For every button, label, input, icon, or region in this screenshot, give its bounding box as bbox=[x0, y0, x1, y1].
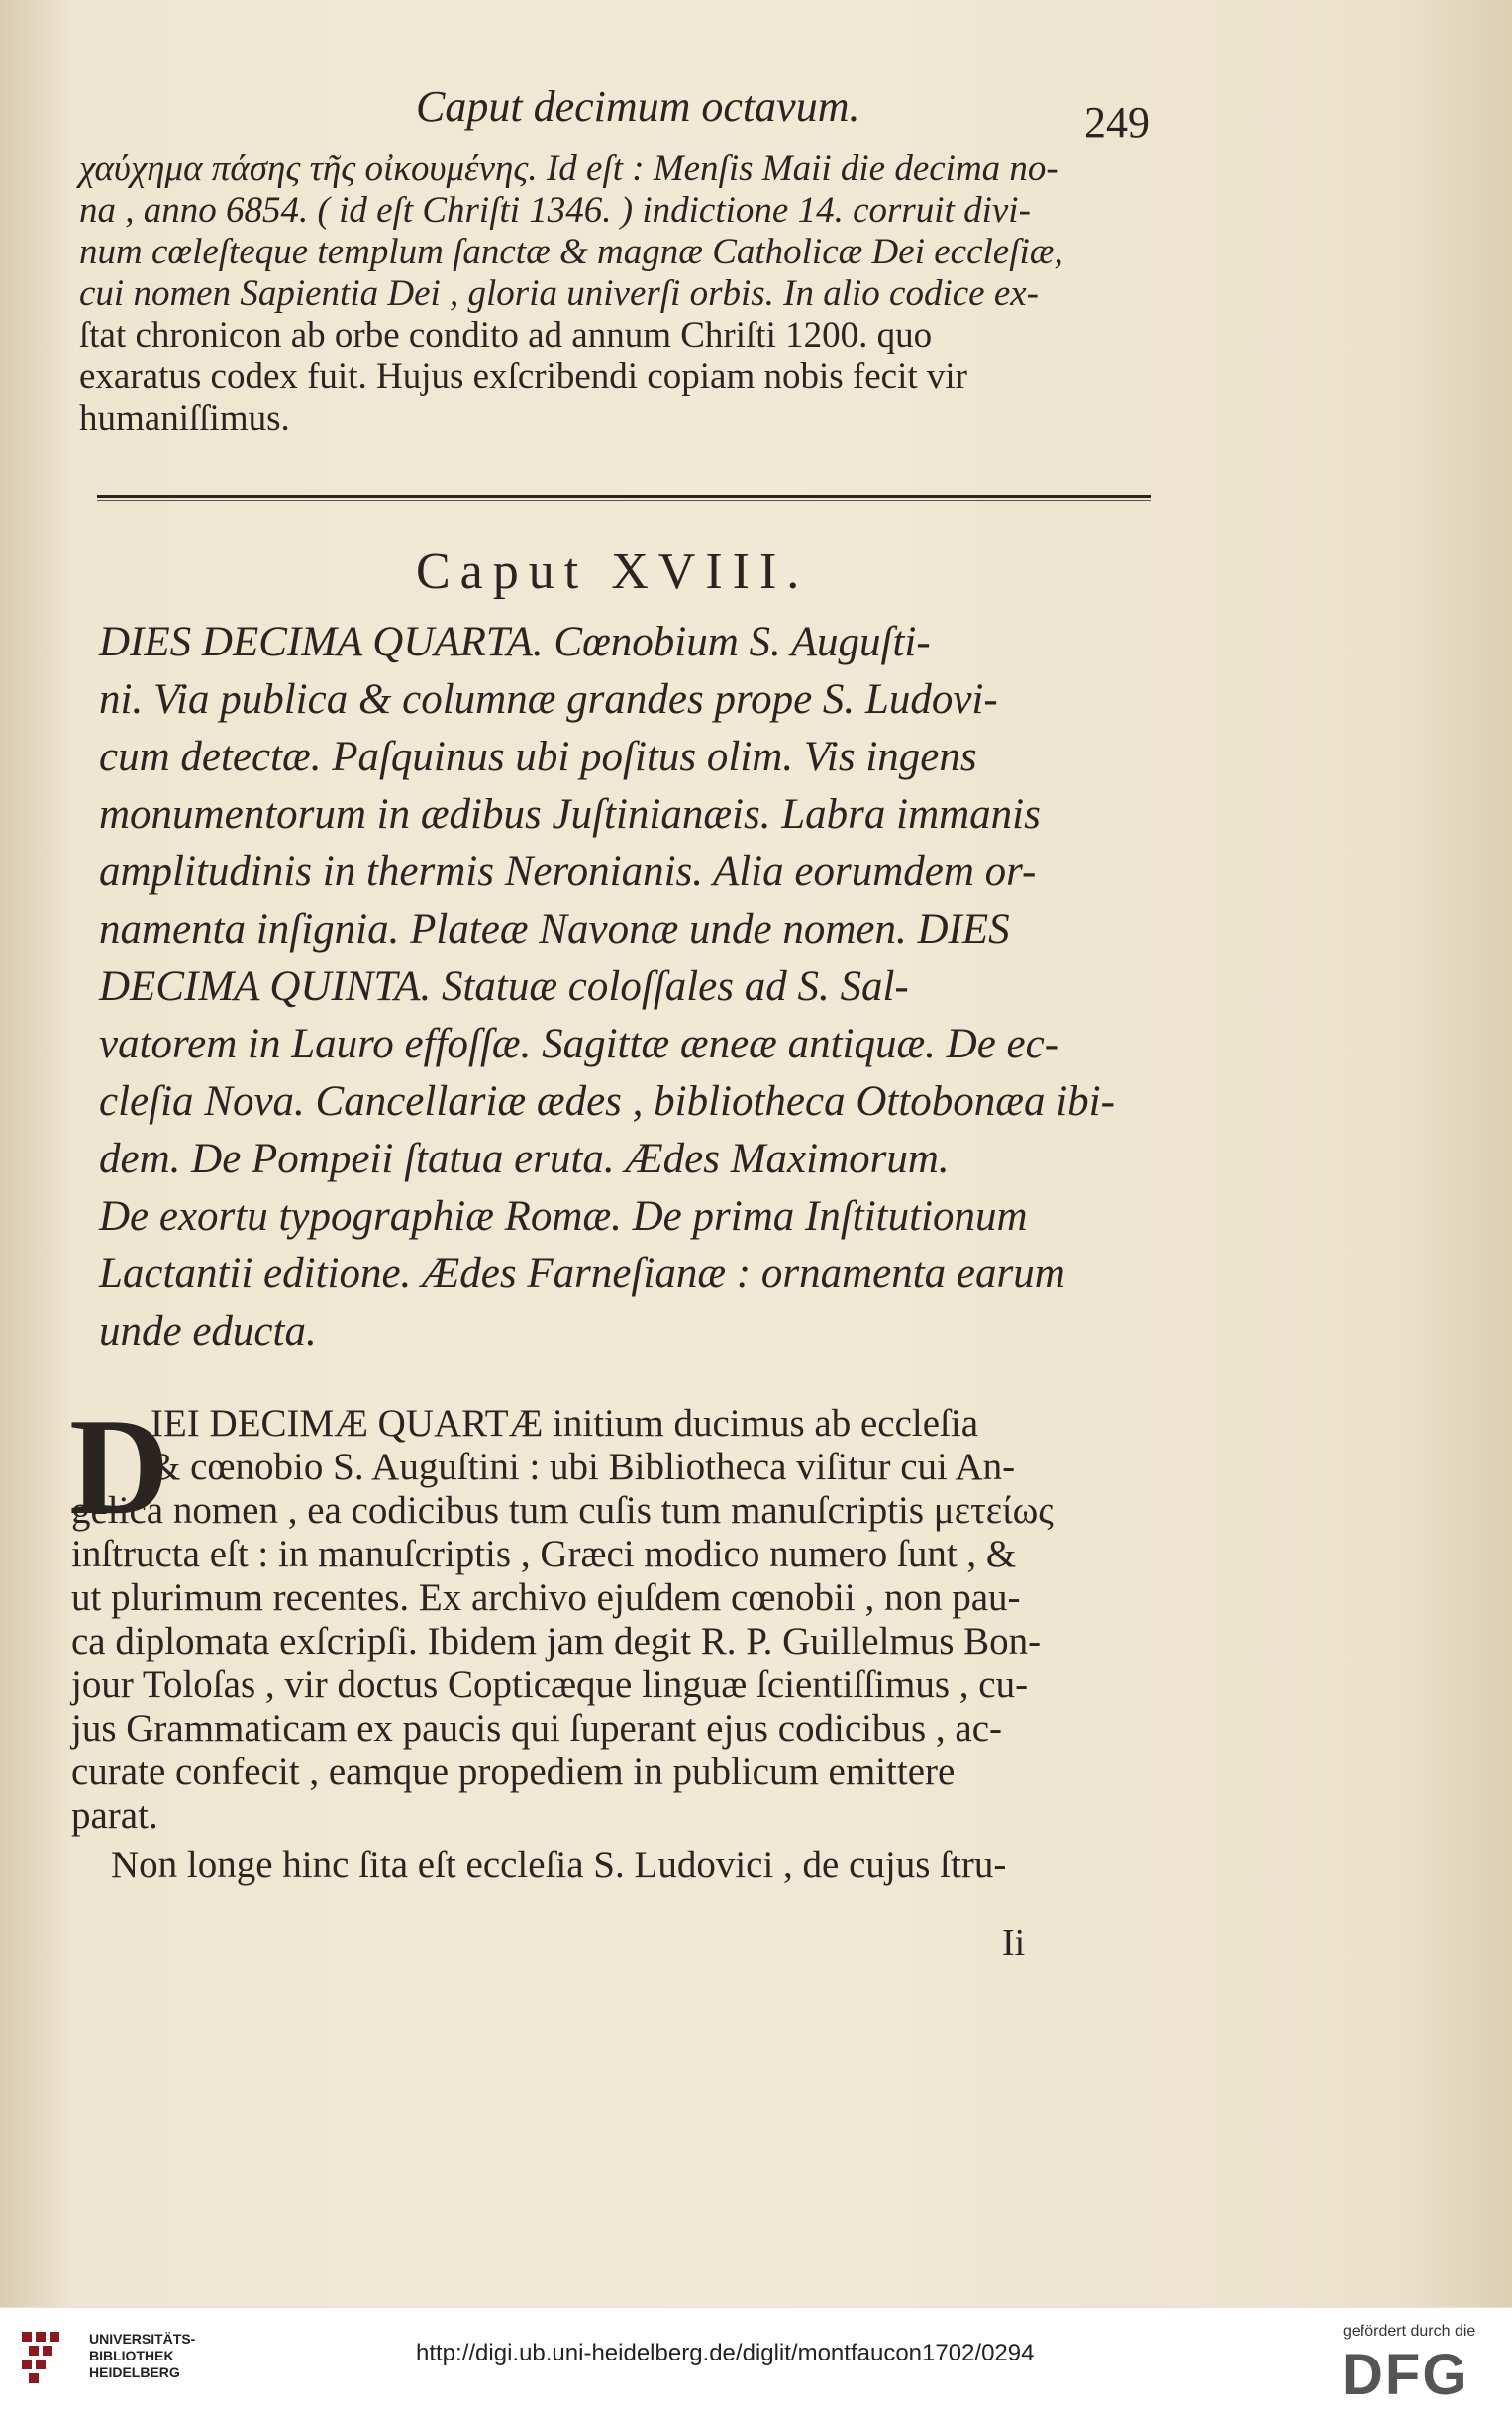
body-line: jour Toloſas , vir doctus Copticæque linguæ ſcientiſſimus , cu- bbox=[71, 1663, 1029, 1706]
summary-line: namenta inſignia. Plateæ Navonæ unde nomen. DIES bbox=[99, 906, 1010, 953]
body-line: jus Grammaticam ex paucis qui ſuperant ejus codicibus , ac- bbox=[71, 1707, 1003, 1750]
summary-line: unde educta. bbox=[99, 1308, 317, 1355]
body-line: ut plurimum recentes. Ex archivo ejuſdem cœnobii , non pau- bbox=[71, 1576, 1021, 1619]
text-line: na , anno 6854. ( id eſt Chriſti 1346. ) indictione 14. corruit divi- bbox=[79, 190, 1031, 231]
funder-note: gefördert durch die bbox=[1343, 2323, 1476, 2340]
viewer-footer bbox=[0, 2307, 1512, 2410]
summary-line: dem. De Pompeii ſtatua eruta. Ædes Maximorum. bbox=[99, 1136, 950, 1182]
summary-line: ni. Via publica & columnæ grandes prope S. Ludovi- bbox=[99, 676, 998, 723]
body-line: Non longe hinc ſita eſt eccleſia S. Ludovici , de cujus ſtru- bbox=[111, 1844, 1007, 1886]
body-line: ca diplomata exſcripſi. Ibidem jam degit R. P. Guillelmus Bon- bbox=[71, 1620, 1042, 1662]
text-line: num cœleſteque templum ſanctæ & magnæ Catholicæ Dei eccleſiæ, bbox=[79, 232, 1063, 272]
running-head: Caput decimum octavum. bbox=[416, 82, 860, 131]
text-line: cui nomen Sapientia Dei , gloria univerſi orbis. In alio codice ex- bbox=[79, 273, 1039, 314]
summary-line: DIES DECIMA QUARTA. Cœnobium S. Auguſti- bbox=[99, 619, 931, 665]
body-line: curate confecit , eamque propediem in publicum emittere bbox=[71, 1751, 956, 1793]
body-line: inſtructa eſt : in manuſcriptis , Græci modico numero ſunt , & bbox=[71, 1533, 1017, 1575]
page-number: 249 bbox=[1084, 98, 1150, 147]
text-line: humaniſſimus. bbox=[79, 398, 290, 439]
chapter-title: Caput XVIII. bbox=[416, 544, 810, 600]
university-library-logo-icon bbox=[20, 2328, 77, 2389]
body-line: parat. bbox=[71, 1794, 158, 1837]
summary-line: De exortu typographiæ Romæ. De prima Inſtitutionum bbox=[99, 1193, 1028, 1240]
text-line: exaratus codex fuit. Hujus exſcribendi copiam nobis fecit vir bbox=[79, 356, 967, 397]
section-rule-thin bbox=[97, 500, 1151, 501]
section-rule bbox=[97, 495, 1151, 498]
catchword: Ii bbox=[1002, 1922, 1026, 1963]
summary-line: amplitudinis in thermis Neronianis. Alia eorumdem or- bbox=[99, 849, 1037, 895]
body-line: gelica nomen , ea codicibus tum cuſis tum manuſcriptis μετείως bbox=[71, 1489, 1054, 1532]
summary-line: DECIMA QUINTA. Statuæ coloſſales ad S. Sal- bbox=[99, 963, 909, 1010]
text-line: ſtat chronicon ab orbe condito ad annum Chriſti 1200. quo bbox=[79, 315, 933, 355]
summary-line: vatorem in Lauro effoſſæ. Sagittæ æneæ antiquæ. De ec- bbox=[99, 1021, 1059, 1067]
library-name: UNIVERSITÄTS- BIBLIOTHEK HEIDELBERG bbox=[89, 2331, 196, 2380]
summary-line: Lactantii editione. Ædes Farneſianæ : ornamenta earum bbox=[99, 1251, 1065, 1297]
dfg-logo: DFG bbox=[1342, 2343, 1469, 2407]
summary-line: monumentorum in ædibus Juſtinianæis. Labra immanis bbox=[99, 791, 1041, 838]
text-line: χαύχημα πάσης τῆς οἰκουμένης. Id eſt : Menſis Maii die decima no- bbox=[79, 149, 1058, 189]
body-line: IEI DECIMÆ QUARTÆ initium ducimus ab eccleſia bbox=[151, 1402, 979, 1445]
summary-line: cum detectæ. Paſquinus ubi poſitus olim. Vis ingens bbox=[99, 734, 977, 780]
drop-capital: D bbox=[69, 1390, 170, 1544]
summary-line: cleſia Nova. Cancellariæ ædes , bibliotheca Ottobonæa ibi- bbox=[99, 1078, 1115, 1125]
body-line: & cœnobio S. Auguſtini : ubi Bibliotheca viſitur cui An- bbox=[151, 1446, 1016, 1488]
page-url-link[interactable]: http://digi.ub.uni-heidelberg.de/diglit/montfaucon1702/0294 bbox=[416, 2340, 1035, 2366]
